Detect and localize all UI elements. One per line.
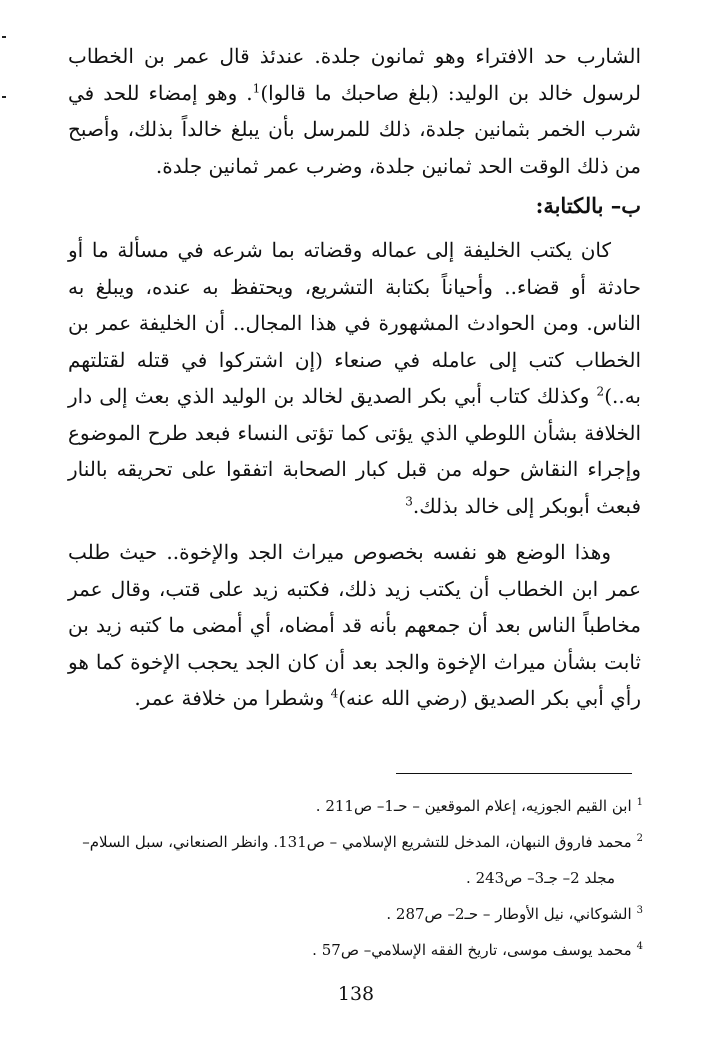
footnote-text: الشوكاني، نيل الأوطار – حـ2– ص287 . — [386, 905, 632, 923]
footnote-number: 2 — [636, 833, 643, 844]
footnote-ref-1[interactable]: 1 — [252, 80, 261, 95]
scan-edge-mark — [2, 96, 6, 98]
footnote-2 — [68, 824, 643, 896]
page-number: 138 — [337, 983, 375, 1005]
footnote-text: ابن القيم الجوزيه، إعلام الموقعين – حـ1– ص211 . — [315, 797, 632, 815]
paragraph-1-text: الشارب حد الافتراء وهو ثمانون جلدة. عندئذ قال عمر بن الخطاب لرسول خالد بن الوليد: (بلغ صاحبك ما قالوا) — [68, 44, 641, 105]
footnote-text: محمد فاروق النبهان، المدخل للتشريع الإسلامي – ص131. وانظر الصنعاني، سبل السلام– — [82, 833, 632, 851]
footnote-number: 1 — [636, 797, 643, 808]
section-heading: ب– بالكتابة: — [535, 193, 641, 218]
paragraph-2 — [68, 232, 641, 524]
footnote-number: 3 — [636, 905, 643, 916]
paragraph-gap — [68, 524, 641, 534]
footnote-ref-2[interactable]: 2 — [596, 384, 605, 399]
paragraph-1 — [68, 38, 641, 184]
footnote-text: محمد يوسف موسى، تاريخ الفقه الإسلامي– ص57 . — [312, 941, 632, 959]
paragraph-3 — [68, 534, 641, 717]
footnotes — [68, 788, 643, 968]
paragraph-3-text-a: وهذا الوضع هو نفسه بخصوص ميراث الجد والإخوة.. حيث طلب عمر ابن الخطاب أن يكتب زيد ذلك، فكتبه زيد على قتب، وقال عمر مخاطباً الناس بعد أن جمعهم بأنه قد أمضاه، أي أمضى ما كتبه زيد بن ثابت بشأن ميراث الإخوة والجد بعد أن كان الجد يحجب الإخوة كما هو رأي أبي بكر الصديق (رضي الله عنه) — [68, 540, 641, 710]
footnote-1 — [68, 788, 643, 824]
footnote-number: 4 — [636, 941, 643, 952]
footnote-separator — [396, 773, 632, 774]
paragraph-2-text-a: كان يكتب الخليفة إلى عماله وقضاته بما شرعه في مسألة ما أو حادثة أو قضاء.. وأحياناً بكتابة التشريع، ويحتفظ به عنده، ويبلغ به الناس. ومن الحوادث المشهورة في هذا المجال.. أن الخليفة عمر بن الخطاب كتب إلى عامله في صنعاء (إن اشتركوا في قتله لقتلتهم به..) — [68, 238, 641, 408]
footnote-ref-3[interactable]: 3 — [405, 493, 413, 508]
paragraph-2-text-b: وكذلك كتاب أبي بكر الصديق لخالد بن الوليد الذي بعث إلى دار الخلافة بشأن اللوطي الذي يؤتى كما تؤتى النساء فبعد طرح الموضوع وإجراء النقاش حوله من قبل كبار الصحابة اتفقوا على تحريقه بالنار فبعث أبوبكر إلى خالد بذلك. — [68, 384, 641, 518]
footnote-4 — [68, 932, 643, 968]
footnote-ref-4[interactable]: 4 — [330, 686, 339, 701]
paragraph-1-end: . وهو إمضاء للحد في شرب الخمر بثمانين جلدة، ذلك للمرسل بأن يبلغ خالداً بذلك، وأصبح من ذلك الوقت الحد ثمانين جلدة، وضرب عمر ثمانين جلدة. — [68, 80, 641, 178]
footnote-continuation: مجلد 2– جـ3– ص243 . — [466, 869, 615, 887]
footnote-3 — [68, 896, 643, 932]
page-body — [68, 38, 641, 717]
paragraph-3-text-b: وشطرا من خلافة عمر. — [134, 686, 331, 710]
scan-edge-mark — [2, 36, 6, 38]
